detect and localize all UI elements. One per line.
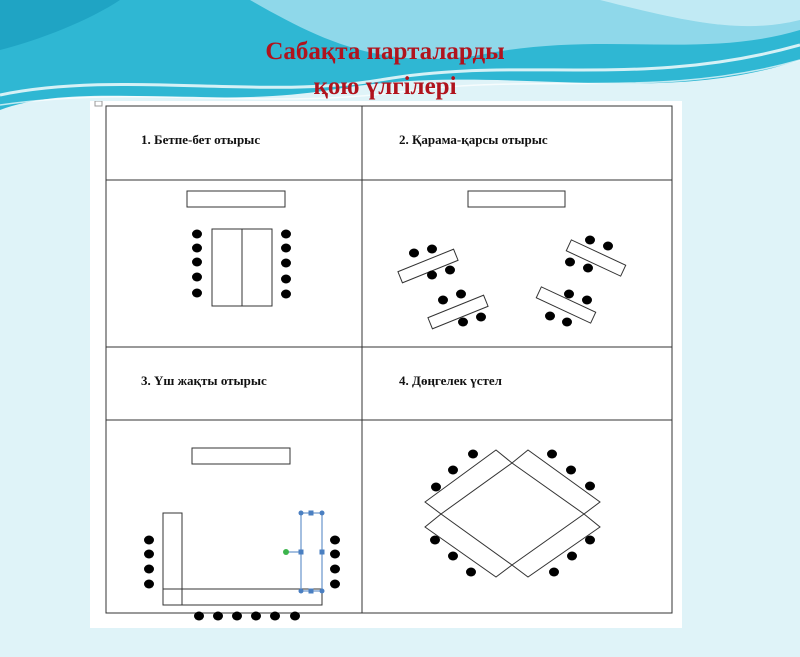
seats-round-table	[430, 450, 595, 577]
seat	[456, 290, 466, 299]
seat	[144, 550, 154, 559]
teacher-desk	[468, 191, 565, 207]
student-table	[512, 450, 600, 514]
seat	[585, 536, 595, 545]
seat	[603, 242, 613, 251]
layout-three-sided	[163, 448, 322, 605]
selection-handles	[283, 511, 325, 594]
seat	[144, 565, 154, 574]
seat	[582, 296, 592, 305]
seat	[564, 290, 574, 299]
slide-title-line-2: қою үлгілері	[313, 73, 457, 100]
seat	[281, 290, 291, 299]
student-table-left	[163, 513, 182, 605]
student-table	[425, 450, 512, 514]
seats-three-sided	[144, 536, 340, 621]
corner-marker	[95, 101, 102, 106]
student-table	[428, 295, 488, 329]
seat	[565, 258, 575, 267]
seat	[281, 275, 291, 284]
seat	[192, 258, 202, 267]
seat	[448, 552, 458, 561]
teacher-desk	[192, 448, 290, 464]
seat	[438, 296, 448, 305]
seat	[192, 289, 202, 298]
seat	[232, 612, 242, 621]
seat	[567, 552, 577, 561]
seat	[585, 236, 595, 245]
seat	[281, 230, 291, 239]
seat	[427, 245, 437, 254]
seat	[290, 612, 300, 621]
seat	[281, 259, 291, 268]
seat	[330, 565, 340, 574]
seat	[458, 318, 468, 327]
student-table-bottom	[163, 589, 322, 605]
cell-label-face-to-face: 1. Бетпе-бет отырыс	[141, 132, 261, 147]
seat	[144, 536, 154, 545]
seating-diagram-canvas	[90, 101, 682, 628]
seat	[427, 271, 437, 280]
seat	[330, 550, 340, 559]
seat	[330, 536, 340, 545]
seat	[476, 313, 486, 322]
student-table	[566, 240, 625, 276]
slide-title-line-1: Сабақта парталарды	[265, 38, 505, 65]
seat	[566, 466, 576, 475]
layout-opposite	[398, 191, 626, 329]
rotation-handle	[283, 549, 289, 555]
cell-label-round-table: 4. Дөңгелек үстел	[399, 373, 502, 388]
student-table-right	[301, 513, 322, 591]
seat	[468, 450, 478, 459]
seat	[545, 312, 555, 321]
teacher-desk	[187, 191, 285, 207]
seat	[409, 249, 419, 258]
seat	[585, 482, 595, 491]
cell-label-opposite: 2. Қарама-қарсы отырыс	[399, 132, 548, 147]
seat	[448, 466, 458, 475]
seat	[270, 612, 280, 621]
seat	[466, 568, 476, 577]
seat	[445, 266, 455, 275]
cell-label-three-sided: 3. Үш жақты отырыс	[141, 373, 267, 388]
seat	[251, 612, 261, 621]
seat	[583, 264, 593, 273]
seat	[194, 612, 204, 621]
seat	[547, 450, 557, 459]
seat	[330, 580, 340, 589]
seat	[281, 244, 291, 253]
seat	[431, 483, 441, 492]
student-table	[425, 514, 512, 577]
seat	[192, 273, 202, 282]
seat	[430, 536, 440, 545]
seat	[562, 318, 572, 327]
seat	[144, 580, 154, 589]
seat	[192, 230, 202, 239]
student-table	[512, 514, 600, 577]
seat	[192, 244, 202, 253]
seat	[549, 568, 559, 577]
seating-diagram	[90, 101, 682, 628]
seat	[213, 612, 223, 621]
